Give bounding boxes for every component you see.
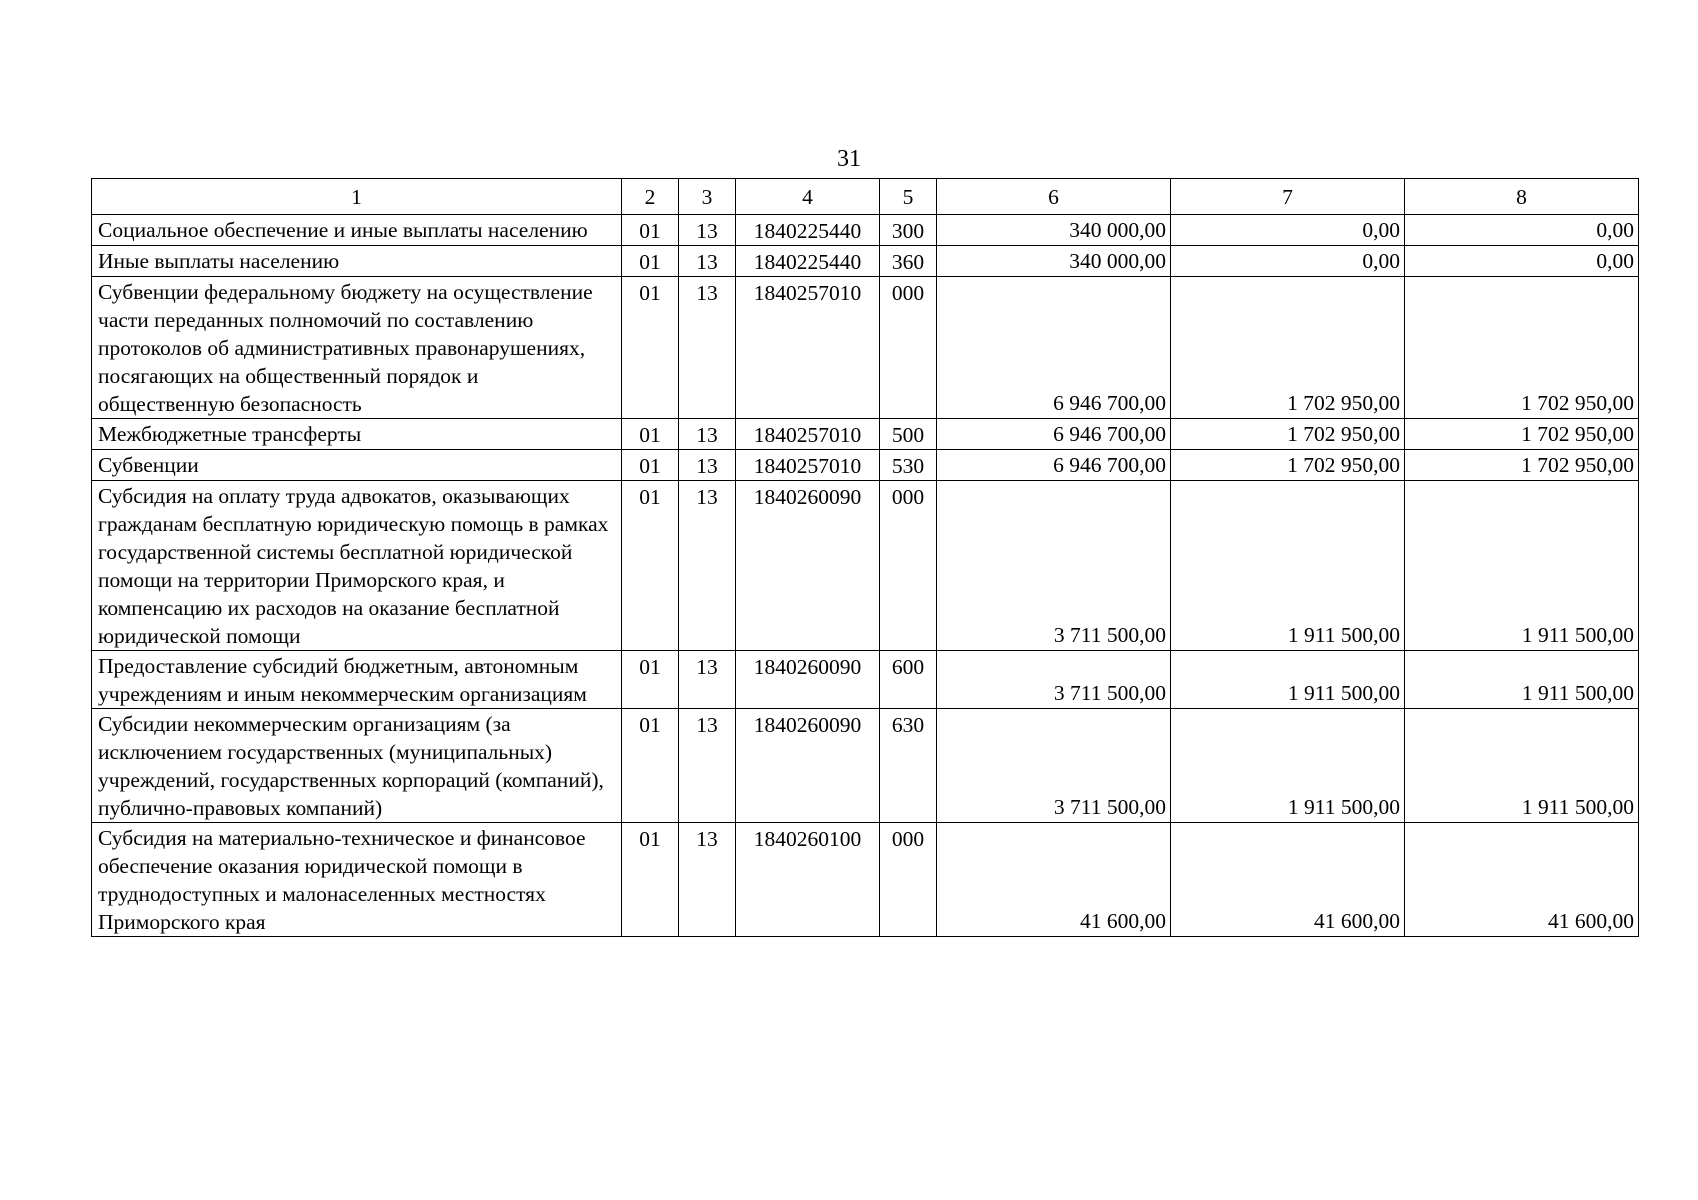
row-target-article-code: 1840257010 [736,277,880,419]
page-number: 31 [837,146,861,172]
row-section-code: 01 [622,651,679,709]
row-target-article-code: 1840260090 [736,651,880,709]
row-name: Иные выплаты населению [92,246,622,277]
row-amount-col8: 41 600,00 [1405,823,1639,937]
row-name: Субсидия на материально-техническое и финансовое обеспечение оказания юридической помощи в труднодоступных и малонаселенных местностях Приморского края [92,823,622,937]
table-row [92,246,1639,277]
row-amount-col6: 6 946 700,00 [937,450,1171,481]
row-amount-col8: 0,00 [1405,246,1639,277]
row-amount-col6: 3 711 500,00 [937,651,1171,709]
row-name: Субсидии некоммерческим организациям (за исключением государственных (муниципальных) учреждений, государственных корпораций (компаний), публично-правовых компаний) [92,709,622,823]
row-subsection-code: 13 [679,419,736,450]
table-row [92,481,1639,651]
row-expense-type-code: 600 [880,651,937,709]
row-amount-col7: 1 702 950,00 [1171,277,1405,419]
row-subsection-code: 13 [679,709,736,823]
row-name: Предоставление субсидий бюджетным, автономным учреждениям и иным некоммерческим организациям [92,651,622,709]
row-target-article-code: 1840225440 [736,215,880,246]
row-target-article-code: 1840225440 [736,246,880,277]
row-amount-col8: 1 702 950,00 [1405,419,1639,450]
row-subsection-code: 13 [679,450,736,481]
row-amount-col6: 6 946 700,00 [937,277,1171,419]
row-amount-col8: 1 911 500,00 [1405,651,1639,709]
table-row [92,450,1639,481]
row-amount-col8: 1 702 950,00 [1405,450,1639,481]
row-target-article-code: 1840260090 [736,481,880,651]
table-row [92,709,1639,823]
row-section-code: 01 [622,481,679,651]
row-amount-col7: 1 911 500,00 [1171,481,1405,651]
column-header-1: 1 [92,179,622,215]
column-header-2: 2 [622,179,679,215]
table-row [92,215,1639,246]
row-expense-type-code: 530 [880,450,937,481]
row-section-code: 01 [622,450,679,481]
table-header [92,179,1639,215]
row-amount-col6: 6 946 700,00 [937,419,1171,450]
table-row [92,823,1639,937]
row-amount-col8: 1 911 500,00 [1405,709,1639,823]
row-name: Межбюджетные трансферты [92,419,622,450]
row-section-code: 01 [622,709,679,823]
row-amount-col7: 1 702 950,00 [1171,450,1405,481]
table-row [92,651,1639,709]
row-expense-type-code: 360 [880,246,937,277]
table-row [92,277,1639,419]
row-subsection-code: 13 [679,246,736,277]
row-target-article-code: 1840260100 [736,823,880,937]
row-subsection-code: 13 [679,651,736,709]
row-amount-col7: 0,00 [1171,215,1405,246]
column-header-8: 8 [1405,179,1639,215]
row-subsection-code: 13 [679,215,736,246]
row-section-code: 01 [622,419,679,450]
row-expense-type-code: 300 [880,215,937,246]
table-row [92,419,1639,450]
row-amount-col7: 1 911 500,00 [1171,709,1405,823]
row-amount-col7: 0,00 [1171,246,1405,277]
row-amount-col6: 41 600,00 [937,823,1171,937]
row-expense-type-code: 000 [880,481,937,651]
column-header-6: 6 [937,179,1171,215]
header-row [92,179,1639,215]
row-section-code: 01 [622,215,679,246]
row-amount-col6: 340 000,00 [937,246,1171,277]
row-amount-col6: 3 711 500,00 [937,481,1171,651]
column-header-3: 3 [679,179,736,215]
row-subsection-code: 13 [679,481,736,651]
row-section-code: 01 [622,246,679,277]
column-header-7: 7 [1171,179,1405,215]
row-section-code: 01 [622,277,679,419]
row-expense-type-code: 630 [880,709,937,823]
budget-table [91,178,1639,937]
row-name: Субвенции федеральному бюджету на осуществление части переданных полномочий по составлению протоколов об административных правонарушениях, посягающих на общественный порядок и общественную безопасность [92,277,622,419]
row-subsection-code: 13 [679,277,736,419]
row-expense-type-code: 000 [880,823,937,937]
row-target-article-code: 1840257010 [736,450,880,481]
table-body [92,215,1639,937]
row-target-article-code: 1840257010 [736,419,880,450]
row-amount-col7: 41 600,00 [1171,823,1405,937]
row-amount-col6: 340 000,00 [937,215,1171,246]
column-header-5: 5 [880,179,937,215]
row-amount-col8: 1 911 500,00 [1405,481,1639,651]
row-subsection-code: 13 [679,823,736,937]
row-target-article-code: 1840260090 [736,709,880,823]
column-header-4: 4 [736,179,880,215]
row-amount-col7: 1 702 950,00 [1171,419,1405,450]
row-section-code: 01 [622,823,679,937]
row-expense-type-code: 000 [880,277,937,419]
row-expense-type-code: 500 [880,419,937,450]
row-name: Субвенции [92,450,622,481]
row-name: Субсидия на оплату труда адвокатов, оказывающих гражданам бесплатную юридическую помощь в рамках государственной системы бесплатной юридической помощи на территории Приморского края, и компенсацию их расходов на оказание бесплатной юридической помощи [92,481,622,651]
row-amount-col8: 1 702 950,00 [1405,277,1639,419]
row-amount-col8: 0,00 [1405,215,1639,246]
row-amount-col7: 1 911 500,00 [1171,651,1405,709]
row-amount-col6: 3 711 500,00 [937,709,1171,823]
row-name: Социальное обеспечение и иные выплаты населению [92,215,622,246]
